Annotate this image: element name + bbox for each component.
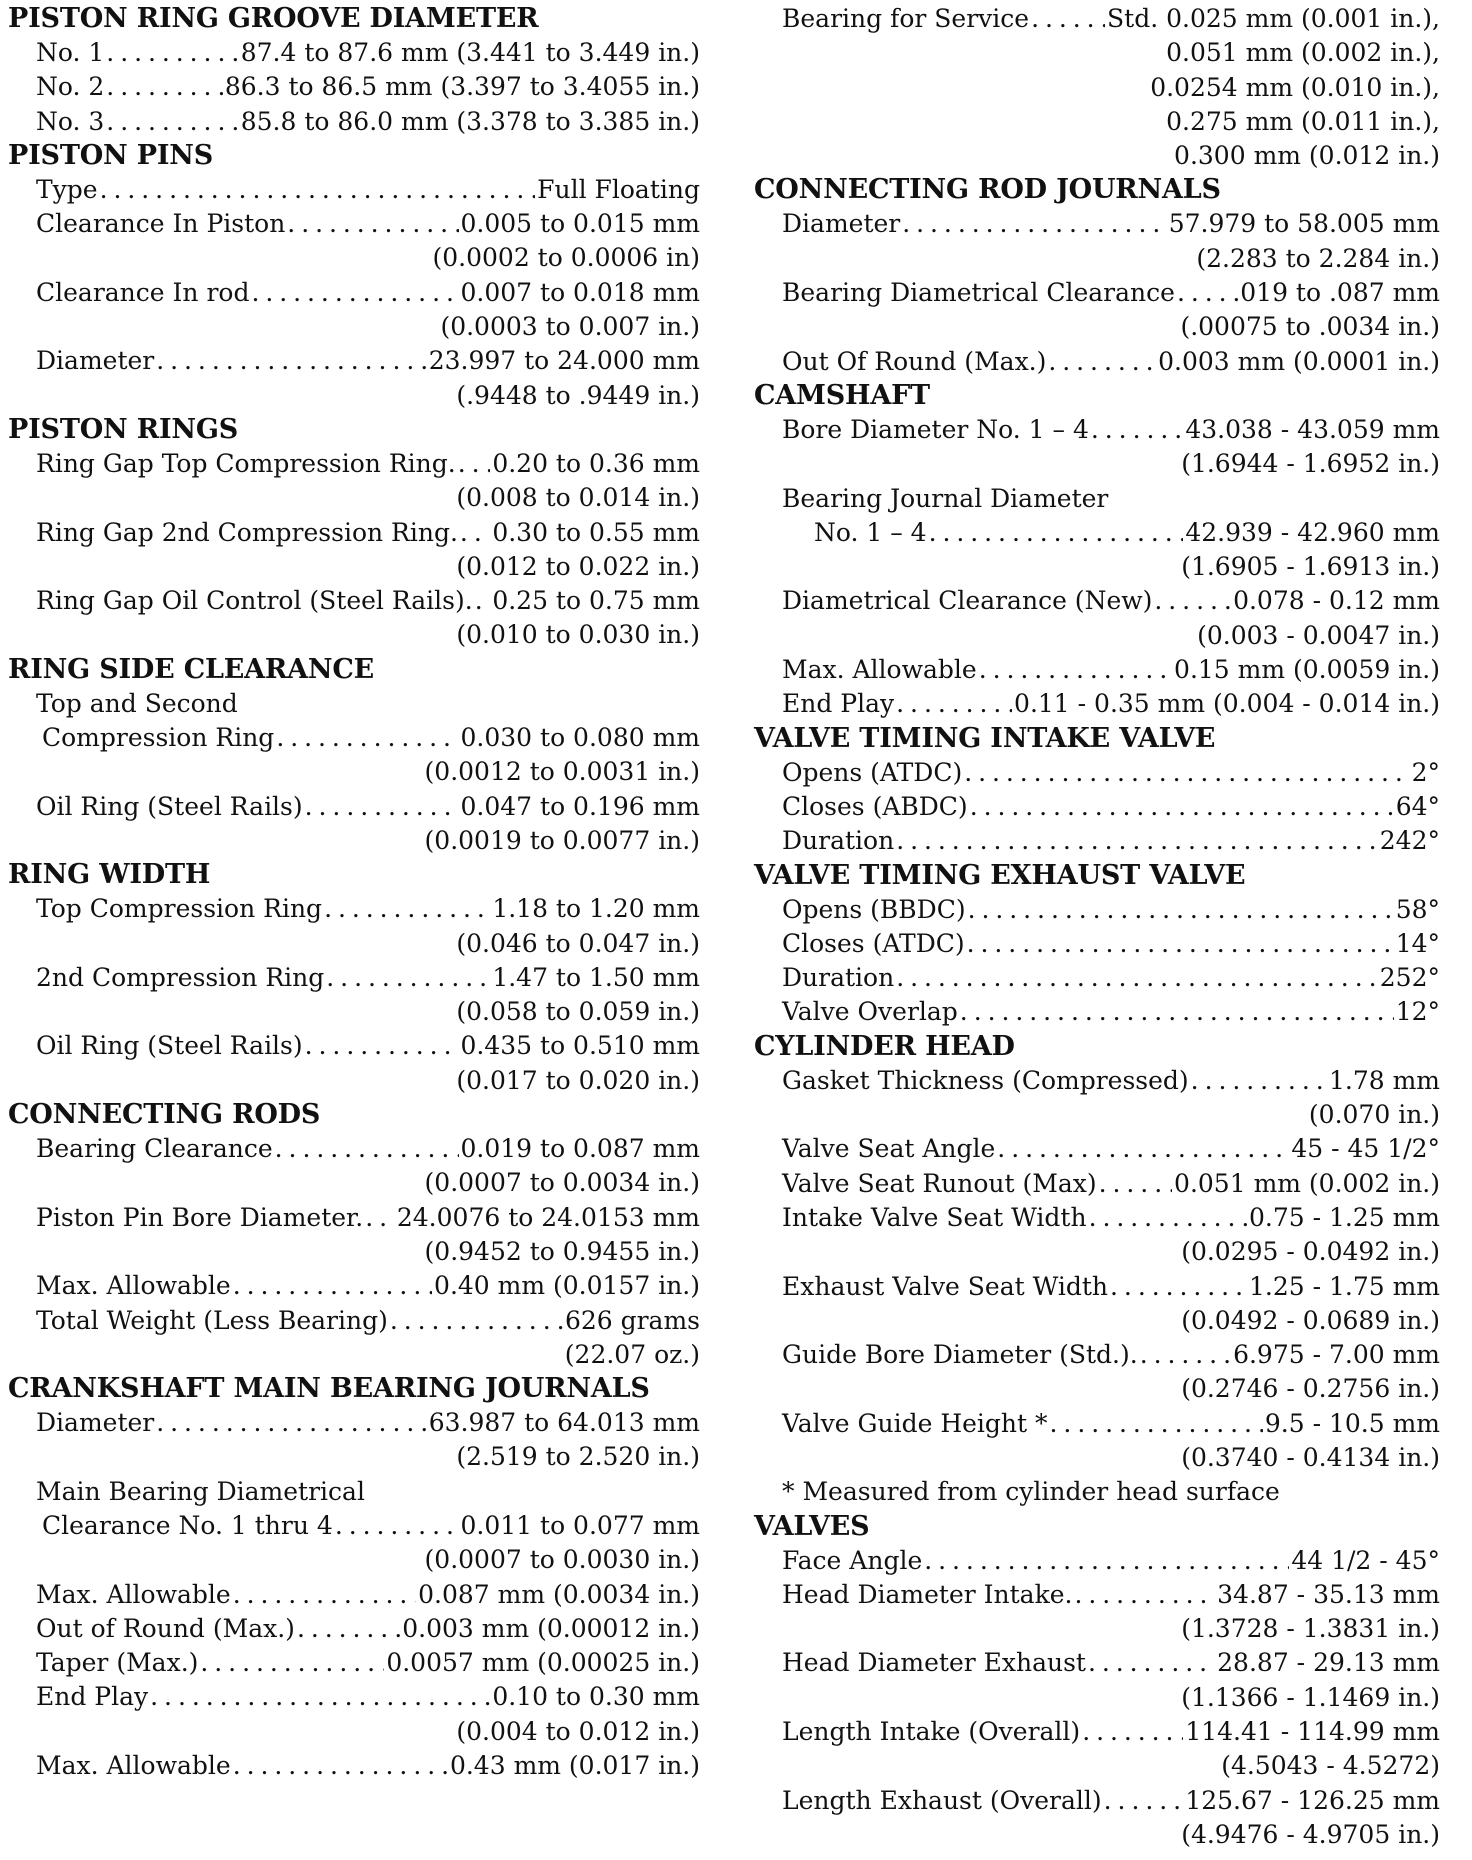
spec-row: No. 1 – 4 . . . 42.939 - 42.960 mm [754,516,1440,550]
spec-row: Opens (ATDC) . . . 2° [754,756,1440,790]
section-heading: PISTON RINGS [8,413,239,445]
spec-row: Bearing Clearance . . . 0.019 to 0.087 mm [8,1132,700,1166]
spec-value-cont: (0.3740 - 0.4134 in.) [1181,1442,1440,1472]
spec-row: Max. Allowable . . . 0.40 mm (0.0157 in.) [8,1269,700,1303]
section-heading: CONNECTING ROD JOURNALS [754,174,1221,206]
section-heading: PISTON RING GROOVE DIAMETER [8,3,539,34]
section-heading: CONNECTING RODS [8,1099,321,1131]
spec-label-line: Top and Second [36,688,238,718]
spec-row: Bearing Diametrical Clearance . . . .019 to .087 mm [754,276,1440,310]
section-heading: PISTON PINS [8,139,214,171]
spec-row: Length Intake (Overall) . . . 114.41 - 114.99 mm [754,1715,1440,1749]
spec-row: Max. Allowable . . . 0.15 mm (0.0059 in.) [754,653,1440,687]
spec-row: Duration . . . 242° [754,824,1440,858]
spec-row: Ring Gap Top Compression Ring. . . . 0.20 to 0.36 mm [8,447,700,481]
spec-value-cont: (1.1366 - 1.1469 in.) [1181,1682,1440,1712]
spec-value-cont: (0.010 to 0.030 in.) [456,620,700,650]
spec-value-cont: (0.0003 to 0.007 in.) [440,312,700,342]
spec-row: Head Diameter Exhaust . . . 28.87 - 29.13 mm [754,1646,1440,1680]
section-heading: CRANKSHAFT MAIN BEARING JOURNALS [8,1373,650,1405]
section-heading: CYLINDER HEAD [754,1030,1015,1062]
spec-value-cont: (0.0295 - 0.0492 in.) [1181,1237,1440,1267]
spec-row: Taper (Max.) . . . 0.0057 mm (0.00025 in.) [8,1646,700,1680]
section-heading: RING WIDTH [8,859,211,891]
section-heading: RING SIDE CLEARANCE [8,653,375,685]
spec-value-cont: (0.012 to 0.022 in.) [456,551,700,581]
spec-value-cont: 0.0254 mm (0.010 in.), [1150,72,1440,102]
spec-row: Valve Guide Height * . . . 9.5 - 10.5 mm [754,1407,1440,1441]
spec-value-cont: (2.519 to 2.520 in.) [456,1442,700,1472]
spec-value-cont: (0.0012 to 0.0031 in.) [424,757,700,787]
spec-row: Exhaust Valve Seat Width . . . 1.25 - 1.75 mm [754,1270,1440,1304]
spec-row: Valve Overlap . . . 12° [754,995,1440,1029]
spec-value-cont: (4.9476 - 4.9705 in.) [1181,1819,1440,1849]
spec-row: Diameter . . . 23.997 to 24.000 mm [8,344,700,378]
spec-row: Duration . . . 252° [754,961,1440,995]
right-column [754,2,1440,1852]
spec-value-cont: (.00075 to .0034 in.) [1180,312,1440,342]
spec-value-cont: (0.9452 to 0.9455 in.) [424,1236,700,1266]
spec-row: Head Diameter Intake. . . . 34.87 - 35.13 mm [754,1578,1440,1612]
spec-row: Closes (ABDC) . . . 64° [754,790,1440,824]
spec-row: Total Weight (Less Bearing) . . . 626 grams [8,1304,700,1338]
spec-row: No. 1 . . . 87.4 to 87.6 mm (3.441 to 3.449 in.) [8,36,700,70]
spec-row: End Play . . . 0.11 - 0.35 mm (0.004 - 0.014 in.) [754,687,1440,721]
spec-row: Piston Pin Bore Diameter. . . . 24.0076 to 24.0153 mm [8,1201,700,1235]
spec-row: Clearance In Piston . . . 0.005 to 0.015 mm [8,207,700,241]
spec-row: Type . . . Full Floating [8,173,700,207]
spec-row: Out of Round (Max.) . . . 0.003 mm (0.00012 in.) [8,1612,700,1646]
spec-value-cont: (22.07 oz.) [564,1339,700,1369]
spec-row: End Play . . . 0.10 to 0.30 mm [8,1680,700,1714]
spec-row: Bore Diameter No. 1 – 4 . . . 43.038 - 43.059 mm [754,413,1440,447]
spec-value-cont: (1.3728 - 1.3831 in.) [1181,1614,1440,1644]
spec-value-cont: (0.046 to 0.047 in.) [456,928,700,958]
spec-label-line: Bearing Journal Diameter [782,483,1109,513]
spec-value-cont: (.9448 to .9449 in.) [456,380,700,410]
spec-value-cont: (1.6944 - 1.6952 in.) [1181,449,1440,479]
spec-row: Diameter . . . 63.987 to 64.013 mm [8,1406,700,1440]
spec-row: Valve Seat Angle . . . 45 - 45 1/2° [754,1132,1440,1166]
spec-row: Clearance In rod . . . 0.007 to 0.018 mm [8,276,700,310]
spec-row: Top Compression Ring . . . 1.18 to 1.20 mm [8,892,700,926]
spec-row: Out Of Round (Max.) . . . 0.003 mm (0.0001 in.) [754,345,1440,379]
section-heading: VALVE TIMING INTAKE VALVE [754,722,1216,754]
spec-row: Guide Bore Diameter (Std.). . . . 6.975 - 7.00 mm [754,1338,1440,1372]
spec-value-cont: (0.008 to 0.014 in.) [456,483,700,513]
spec-value-cont: (0.2746 - 0.2756 in.) [1181,1374,1440,1404]
spec-value-cont: (0.004 to 0.012 in.) [456,1716,700,1746]
spec-row: Gasket Thickness (Compressed) . . . 1.78 mm [754,1064,1440,1098]
spec-value-cont: (0.058 to 0.059 in.) [456,997,700,1027]
spec-value-cont: 0.051 mm (0.002 in.), [1166,38,1440,68]
spec-value-cont: (4.5043 - 4.5272) [1221,1751,1440,1781]
spec-row: Compression Ring . . . 0.030 to 0.080 mm [8,721,700,755]
spec-value-cont: (1.6905 - 1.6913 in.) [1181,552,1440,582]
spec-value-cont: (0.017 to 0.020 in.) [456,1065,700,1095]
spec-row: No. 3 . . . 85.8 to 86.0 mm (3.378 to 3.385 in.) [8,105,700,139]
section-heading: VALVE TIMING EXHAUST VALVE [754,859,1246,891]
spec-row: Oil Ring (Steel Rails) . . . 0.047 to 0.196 mm [8,790,700,824]
spec-row: 2nd Compression Ring . . . 1.47 to 1.50 mm [8,961,700,995]
spec-row: Diameter . . . 57.979 to 58.005 mm [754,207,1440,241]
spec-value-cont: (2.283 to 2.284 in.) [1196,243,1440,273]
spec-value-cont: (0.003 - 0.0047 in.) [1197,620,1440,650]
spec-row: Ring Gap Oil Control (Steel Rails). . . . 0.25 to 0.75 mm [8,584,700,618]
spec-row: Length Exhaust (Overall) . . . 125.67 - 126.25 mm [754,1784,1440,1818]
spec-row: Oil Ring (Steel Rails) . . . 0.435 to 0.510 mm [8,1029,700,1063]
spec-row: Max. Allowable . . . 0.087 mm (0.0034 in.) [8,1578,700,1612]
section-heading: VALVES [754,1510,870,1542]
spec-label-line: Main Bearing Diametrical [36,1476,365,1506]
spec-value-cont: 0.275 mm (0.011 in.), [1166,106,1440,136]
spec-value-cont: (0.0492 - 0.0689 in.) [1181,1305,1440,1335]
spec-value-cont: (0.070 in.) [1308,1100,1440,1130]
spec-row: Diametrical Clearance (New) . . . 0.078 - 0.12 mm [754,584,1440,618]
spec-row: Ring Gap 2nd Compression Ring. . . . 0.30 to 0.55 mm [8,516,700,550]
spec-row: Clearance No. 1 thru 4 . . . 0.011 to 0.077 mm [8,1509,700,1543]
spec-row: Closes (ATDC) . . . 14° [754,927,1440,961]
spec-row: Bearing for Service . . . Std. 0.025 mm (0.001 in.), [754,2,1440,36]
footnote: * Measured from cylinder head surface [782,1477,1280,1507]
spec-row: Valve Seat Runout (Max) . . . 0.051 mm (0.002 in.) [754,1167,1440,1201]
spec-value-cont: (0.0007 to 0.0030 in.) [424,1545,700,1575]
spec-value-cont: (0.0007 to 0.0034 in.) [424,1168,700,1198]
section-heading: CAMSHAFT [754,379,930,411]
spec-value-cont: 0.300 mm (0.012 in.) [1174,141,1440,171]
spec-row: Opens (BBDC) . . . 58° [754,893,1440,927]
spec-row: Intake Valve Seat Width . . . 0.75 - 1.25 mm [754,1201,1440,1235]
spec-row: Face Angle . . . 44 1/2 - 45° [754,1544,1440,1578]
spec-value-cont: (0.0019 to 0.0077 in.) [424,825,700,855]
left-column [8,2,700,1783]
spec-row: Max. Allowable . . . 0.43 mm (0.017 in.) [8,1749,700,1783]
spec-value-cont: (0.0002 to 0.0006 in) [432,243,700,273]
spec-row: No. 2 . . . 86.3 to 86.5 mm (3.397 to 3.4055 in.) [8,70,700,104]
